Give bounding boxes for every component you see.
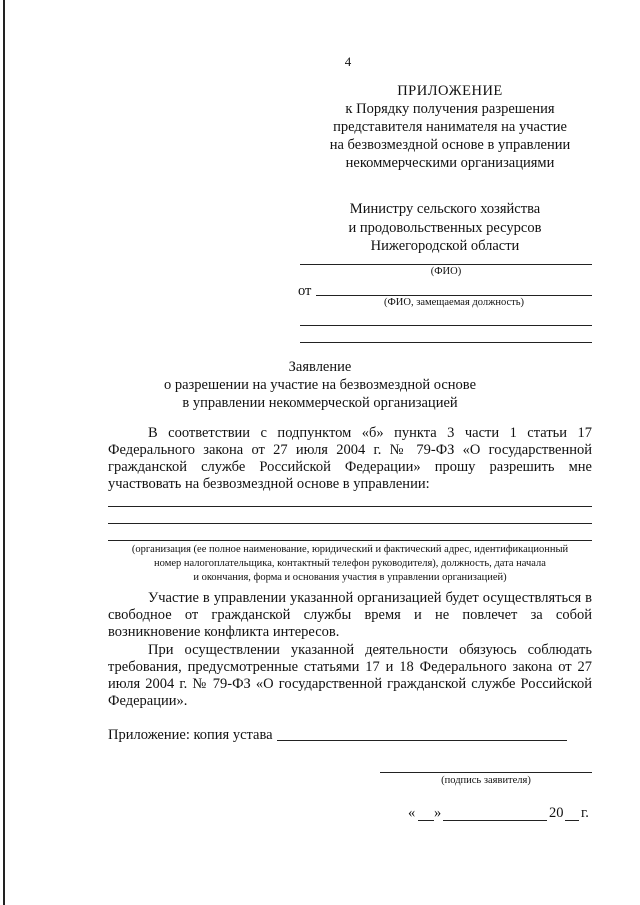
fio-caption: (ФИО) <box>430 266 462 277</box>
conflict-paragraph <box>108 590 592 641</box>
date-day-close: » <box>434 805 442 821</box>
appendix-line: представителя нанимателя на участие <box>333 119 567 135</box>
statement-subtitle-line: о разрешении на участие на безвозмездной основе <box>163 377 477 393</box>
appendix-line: на безвозмездной основе в управлении <box>329 137 571 153</box>
statement-title: Заявление <box>288 359 352 375</box>
organization-caption-line: номер налогоплательщика, контактный телефон руководителя), должность, дата начала <box>154 558 546 569</box>
from-label: от <box>298 283 312 299</box>
page-number: 4 <box>344 54 352 69</box>
date-year-suffix: г. <box>581 805 589 821</box>
organization-blank-line-3[interactable] <box>108 540 592 541</box>
fio-position-caption: (ФИО, замещаемая должность) <box>383 297 525 308</box>
attachment-blank-line[interactable] <box>277 740 567 741</box>
organization-blank-line-1[interactable] <box>108 506 592 507</box>
date-day-open: « <box>408 805 416 821</box>
conflict-text: Участие в управлении указанной организацией будет осуществляться в свободное от гражданской службы время и не повлечет за собой возникновение конфликта интересов. <box>108 590 592 640</box>
appendix-block <box>300 82 600 172</box>
request-text: В соответствии с подпунктом «б» пункта 3 части 1 статьи 17 Федерального закона от 27 июля 2004 г. № 79-ФЗ «О государственной гражданской службе Российской Федерации» прошу разрешить мне участвовать на безвозмездной основе в управлении: <box>108 425 592 492</box>
applicant-blank-line-3[interactable] <box>300 342 592 343</box>
organization-caption <box>108 543 592 585</box>
addressee-line: и продовольственных ресурсов <box>348 219 542 236</box>
appendix-line: некоммерческими организациями <box>345 155 555 171</box>
obligation-text: При осуществлении указанной деятельности обязуюсь соблюдать требования, предусмотренные статьями 17 и 18 Федерального закона от 27 июля 2004 г. № 79-ФЗ «О государственной гражданской службе Российской Федерации». <box>108 642 592 709</box>
appendix-line: к Порядку получения разрешения <box>345 101 555 117</box>
statement-heading <box>130 358 510 412</box>
organization-blank-line-2[interactable] <box>108 523 592 524</box>
appendix-title: ПРИЛОЖЕНИЕ <box>397 83 503 99</box>
addressee-block <box>300 200 590 256</box>
addressee-line: Нижегородской области <box>370 238 520 254</box>
date-month-blank[interactable] <box>443 820 547 821</box>
applicant-blank-line[interactable] <box>316 295 592 296</box>
signature-blank-line[interactable] <box>380 772 592 773</box>
fio-blank-line[interactable] <box>300 264 592 265</box>
request-paragraph <box>108 425 592 493</box>
date-year-prefix: 20 <box>549 805 564 821</box>
date-day-blank[interactable] <box>418 820 434 821</box>
organization-caption-line: и окончания, форма и основания участия в управлении организацией) <box>193 572 507 583</box>
signature-caption: (подпись заявителя) <box>441 775 531 786</box>
organization-caption-line: (организация (ее полное наименование, юридический и фактический адрес, идентификационный <box>131 544 569 555</box>
addressee-line: Министру сельского хозяйства <box>349 201 541 217</box>
attachment-label: Приложение: копия устава <box>108 727 273 743</box>
applicant-blank-line-2[interactable] <box>300 325 592 326</box>
statement-subtitle-line: в управлении некоммерческой организацией <box>182 395 458 411</box>
date-year-blank[interactable] <box>565 820 579 821</box>
obligation-paragraph <box>108 642 592 710</box>
scan-border <box>3 0 5 905</box>
